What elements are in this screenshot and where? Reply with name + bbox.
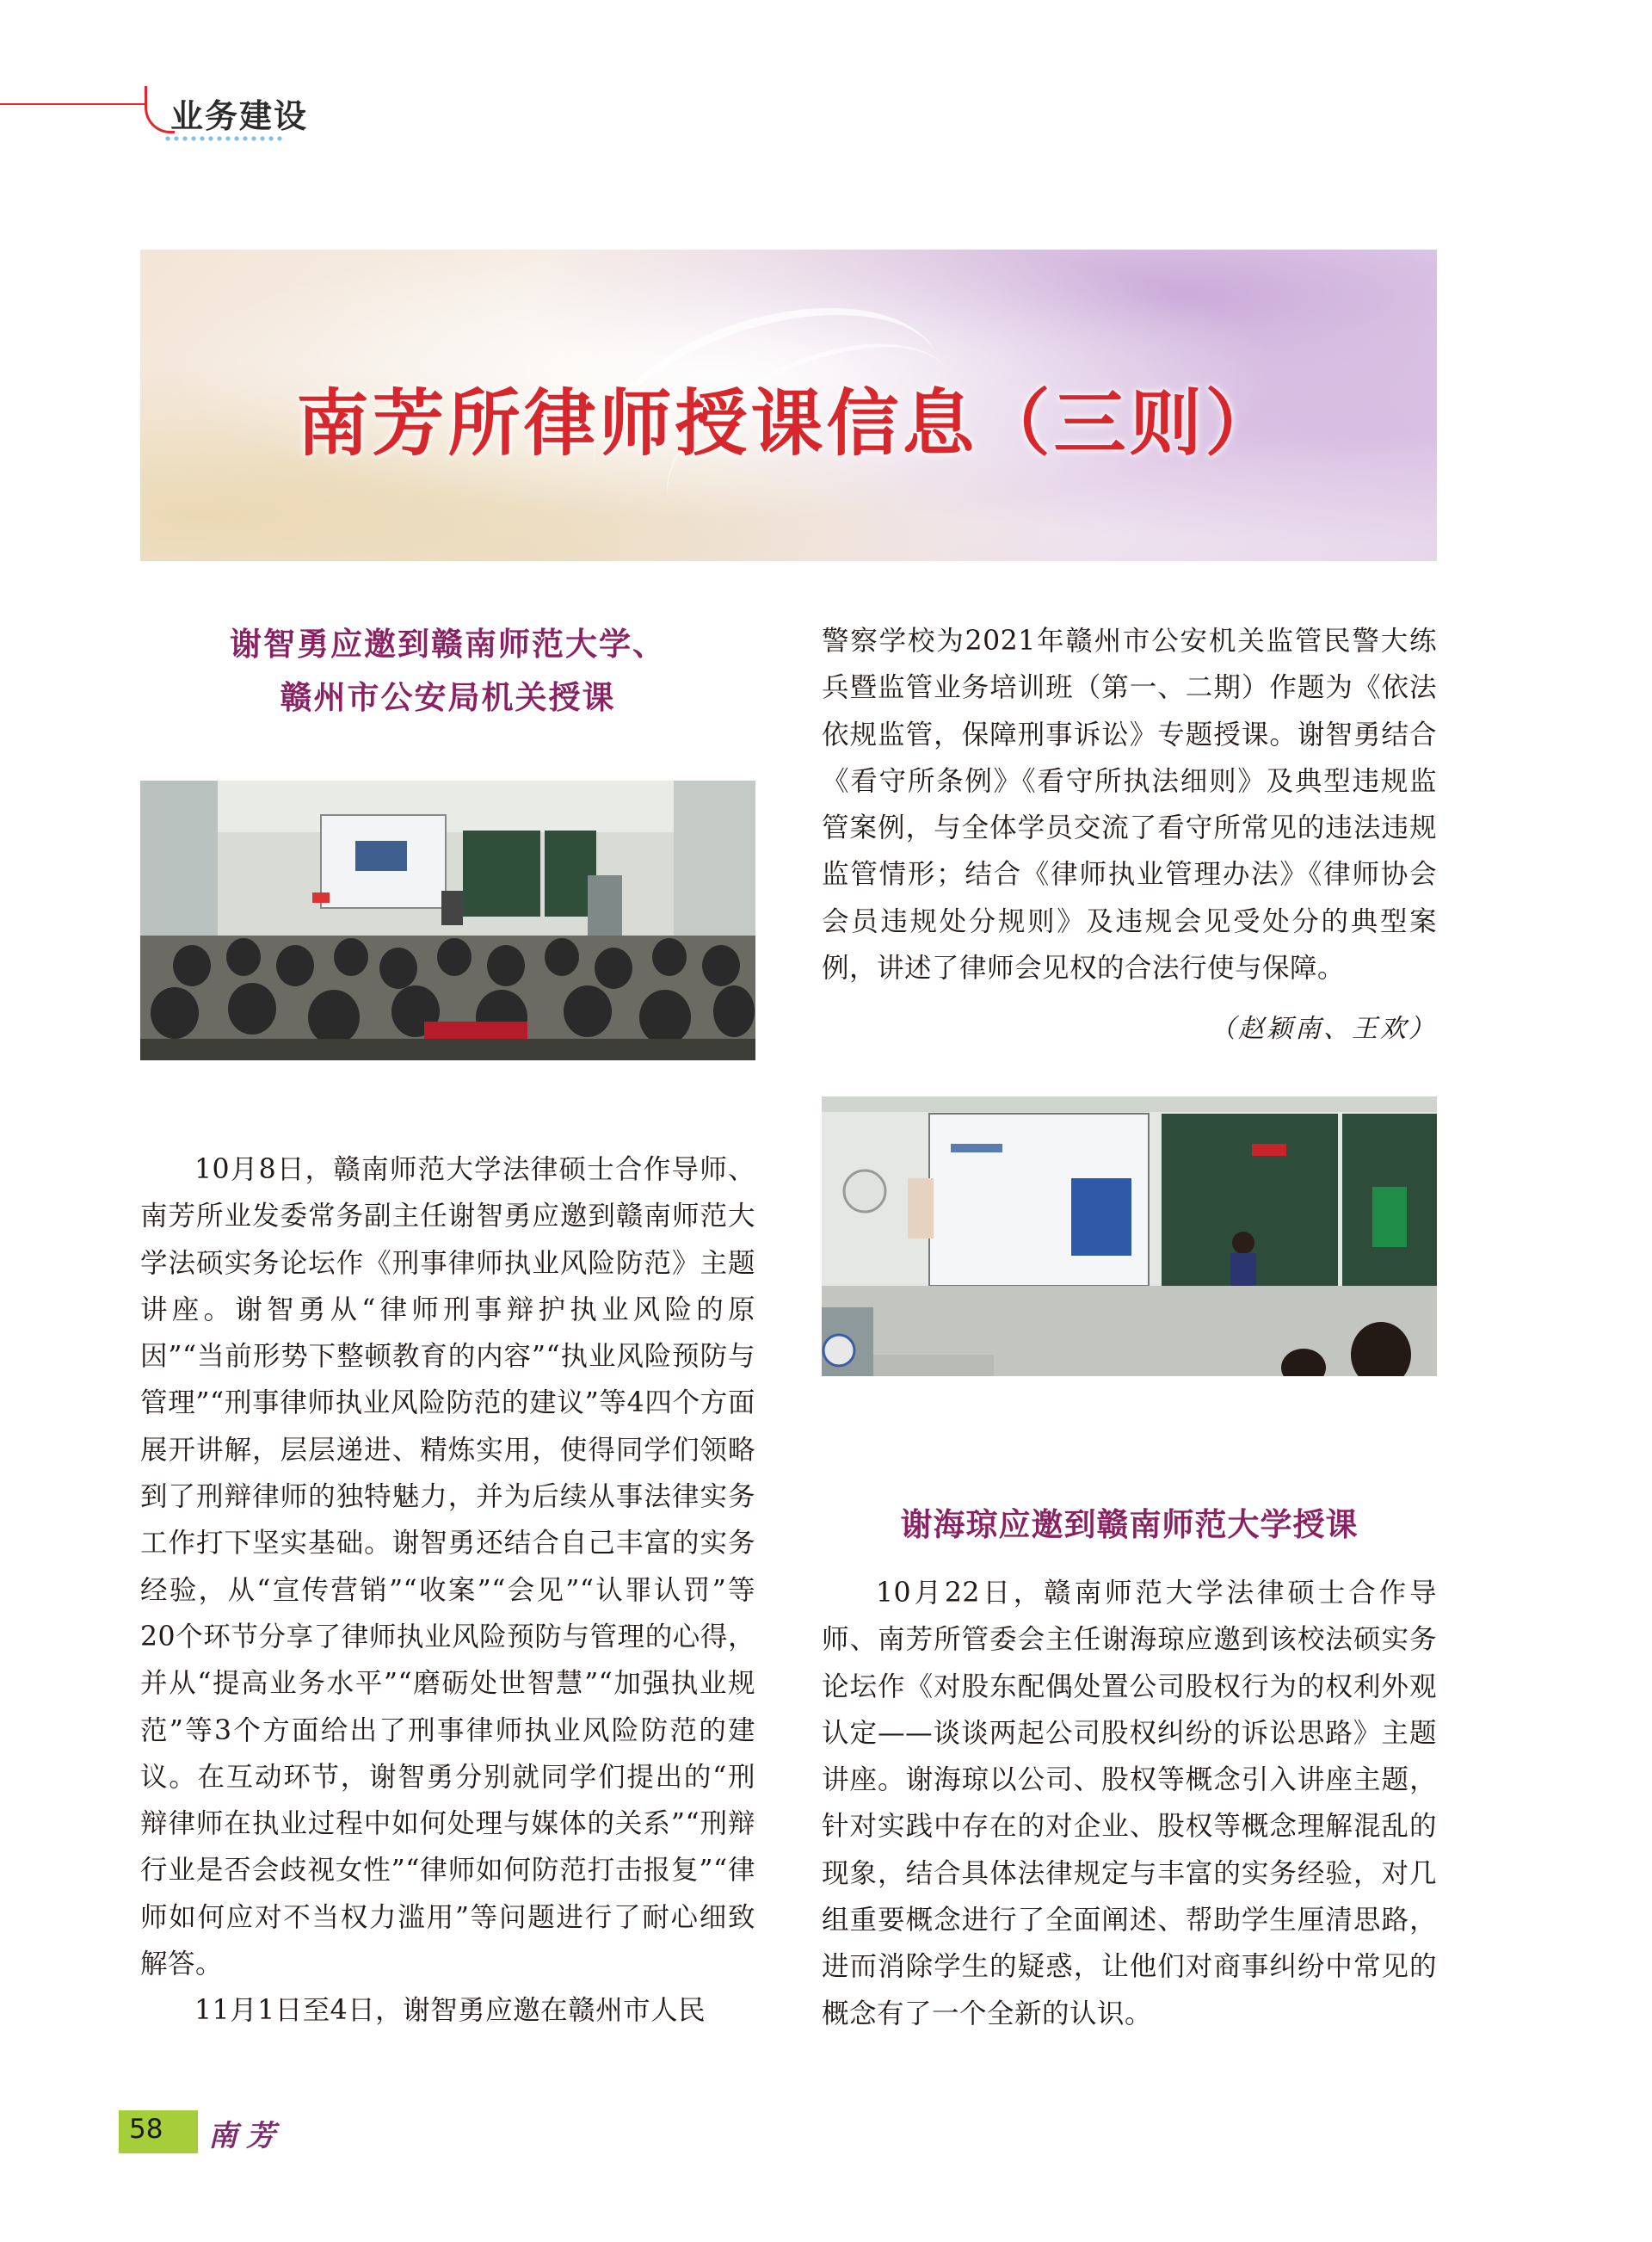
header-dots-decoration <box>163 135 284 142</box>
article1-paragraph-2: 11月1日至4日，谢智勇应邀在赣州市人民 <box>194 1995 706 2027</box>
section-label: 业务建设 <box>170 97 309 135</box>
magazine-name: 南芳 <box>208 2119 284 2153</box>
article1-body-left <box>140 1146 755 2035</box>
article1-byline: （赵颖南、王欢） <box>1210 1014 1437 1044</box>
page-title: 南芳所律师授课信息（三则） <box>296 381 1281 466</box>
title-banner <box>140 250 1437 561</box>
classroom-photo-2 <box>822 1096 1437 1376</box>
article2-body <box>822 1570 1437 2037</box>
article1-heading <box>140 618 755 725</box>
article1-body-right <box>822 618 1437 991</box>
article2-heading: 谢海琼应邀到赣南师范大学授课 <box>900 1506 1359 1543</box>
article2-paragraph-1: 10月22日，赣南师范大学法律硕士合作导师、南芳所管委会主任谢海琼应邀到该校法硕实务论坛作《对股东配偶处置公司股权行为的权利外观认定——谈谈两起公司股权纠纷的诉讼思路》主题讲座。谢海琼以公司、股权等概念引入讲座主题，针对实践中存在的对企业、股权等概念理解混乱的现象，结合具体法律规定与丰富的实务经验，对几组重要概念进行了全面阐述、帮助学生厘清思路，进而消除学生的疑惑，让他们对商事纠纷中常见的概念有了一个全新的认识。 <box>822 1578 1437 2029</box>
page-number: 58 <box>129 2114 163 2145</box>
article1-paragraph-2-continued: 警察学校为2021年赣州市公安机关监管民警大练兵暨监管业务培训班（第一、二期）作题为《依法依规监管，保障刑事诉讼》专题授课。谢智勇结合《看守所条例》《看守所执法细则》及典型违规监管案例，与全体学员交流了看守所常见的违法违规监管情形；结合《律师执业管理办法》《律师协会会员违规处分规则》及违规会见受处分的典型案例，讲述了律师会见权的合法行使与保障。 <box>822 626 1437 985</box>
article1-heading-line1: 谢智勇应邀到赣南师范大学、 <box>230 626 666 663</box>
article1-heading-line2: 赣州市公安局机关授课 <box>280 679 616 716</box>
article1-paragraph-1: 10月8日，赣南师范大学法律硕士合作导师、南芳所业发委常务副主任谢智勇应邀到赣南师范大学法硕实务论坛作《刑事律师执业风险防范》主题讲座。谢智勇从“律师刑事辩护执业风险的原因”“当前形势下整顿教育的内容”“执业风险预防与管理”“刑事律师执业风险防范的建议”等4四个方面展开讲解，层层递进、精炼实用，使得同学们领略到了刑辩律师的独特魅力，并为后续从事法律实务工作打下坚实基础。谢智勇还结合自己丰富的实务经验，从“宣传营销”“收案”“会见”“认罪认罚”等20个环节分享了律师执业风险预防与管理的心得，并从“提高业务水平”“磨砺处世智慧”“加强执业规范”等3个方面给出了刑事律师执业风险防范的建议。在互动环节，谢智勇分别就同学们提出的“刑辩律师在执业过程中如何处理与媒体的关系”“刑辩行业是否会歧视女性”“律师如何防范打击报复”“律师如何应对不当权力滥用”等问题进行了耐心细致解答。 <box>140 1154 755 1980</box>
header-red-line <box>0 103 146 105</box>
classroom-photo-1 <box>140 781 755 1060</box>
